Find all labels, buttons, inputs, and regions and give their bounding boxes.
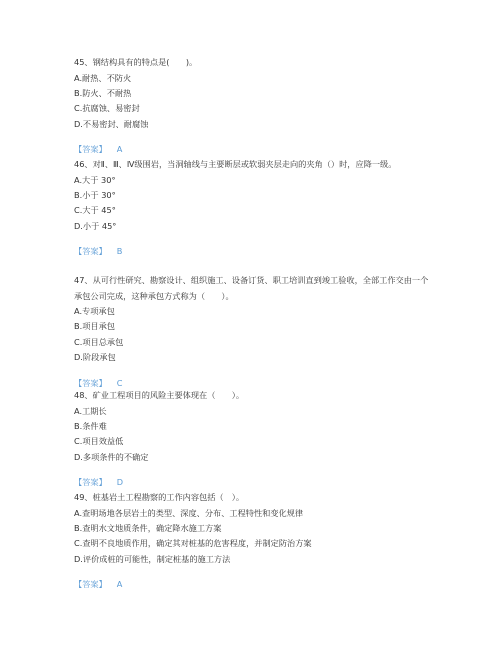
answer-label: 【答案】 — [74, 144, 107, 155]
option-c: C.项目效益低 — [74, 436, 124, 447]
question-stem: 47、从可行性研究、勘察设计、组织施工、设备订货、职工培训直到竣工验收，全部工作交由一个承包公司完成，这种承包方式称为（ ）。 — [74, 275, 429, 301]
option-a: A.专项承包 — [74, 306, 115, 316]
question-48 — [74, 388, 434, 489]
option-c: C.查明不良地质作用，确定其对桩基的危害程度，并制定防治方案 — [74, 538, 312, 549]
answer-value: C — [116, 377, 123, 388]
option-c: C.抗腐蚀、易密封 — [74, 103, 140, 114]
question-45 — [74, 55, 434, 156]
option-d: D.小于 45° — [74, 220, 117, 231]
option-b: B.防火、不耐热 — [74, 87, 132, 98]
option-d: D.评价成桩的可能性，制定桩基的施工方法 — [74, 553, 231, 564]
option-d: D.不易密封、耐腐蚀 — [74, 118, 149, 129]
option-b: B.项目承包 — [74, 321, 115, 332]
option-a: A.大于 30° — [74, 174, 116, 185]
question-47 — [74, 273, 434, 390]
answer-label: 【答案】 — [74, 477, 107, 488]
answer-value: B — [116, 246, 123, 257]
question-stem: 46、对Ⅱ、Ⅲ、Ⅳ级围岩，当洞轴线与主要断层或软弱夹层走向的夹角（）时，应降一级。 — [74, 159, 397, 169]
option-a: A.工期长 — [74, 405, 107, 416]
answer-label: 【答案】 — [74, 377, 107, 388]
answer-line — [74, 475, 434, 489]
answer-line — [74, 244, 434, 258]
question-46 — [74, 157, 434, 258]
question-stem: 48、矿业工程项目的风险主要体现在（ ）。 — [74, 390, 245, 400]
option-c: C.项目总承包 — [74, 336, 124, 347]
option-a: A.耐热、不防火 — [74, 72, 132, 83]
option-a: A.查明场地各层岩土的类型、深度、分布、工程特性和变化规律 — [74, 507, 304, 518]
answer-label: 【答案】 — [74, 246, 107, 257]
option-b: B.查明水文地质条件，确定降水施工方案 — [74, 522, 222, 533]
answer-line — [74, 577, 434, 591]
option-d: D.阶段承包 — [74, 352, 116, 363]
answer-value: A — [116, 579, 123, 590]
answer-line — [74, 142, 434, 156]
option-b: B.条件难 — [74, 420, 107, 431]
option-c: C.大于 45° — [74, 205, 116, 216]
question-49 — [74, 490, 434, 591]
option-b: B.小于 30° — [74, 189, 116, 200]
question-stem: 49、桩基岩土工程勘察的工作内容包括（ ）。 — [74, 492, 245, 502]
answer-value: A — [116, 144, 123, 155]
answer-label: 【答案】 — [74, 579, 107, 590]
answer-value: D — [116, 477, 124, 488]
option-d: D.多项条件的不确定 — [74, 451, 149, 462]
question-stem: 45、钢结构具有的特点是( )。 — [74, 57, 198, 67]
